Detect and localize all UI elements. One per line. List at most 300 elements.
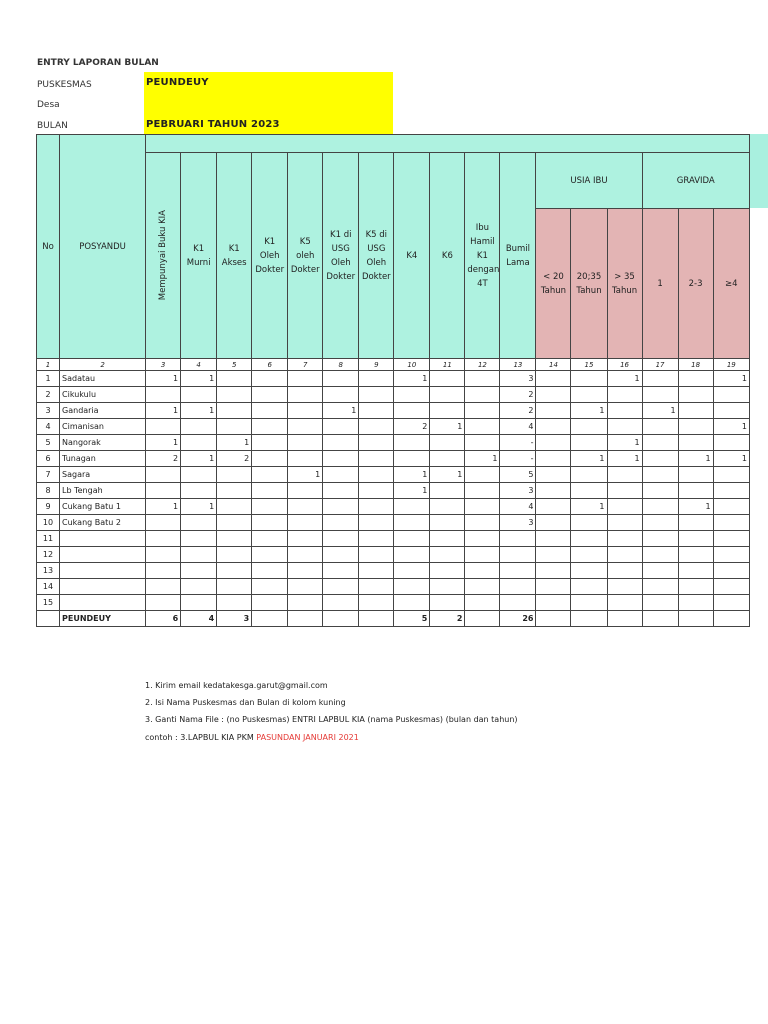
data-cell[interactable] bbox=[217, 467, 252, 483]
data-cell[interactable]: 1 bbox=[181, 403, 217, 419]
data-cell[interactable] bbox=[607, 515, 642, 531]
data-cell[interactable] bbox=[642, 563, 678, 579]
data-cell[interactable] bbox=[252, 403, 288, 419]
data-cell[interactable] bbox=[146, 579, 181, 595]
data-cell[interactable]: 1 bbox=[146, 499, 181, 515]
data-cell[interactable] bbox=[252, 515, 288, 531]
data-cell[interactable]: 1 bbox=[571, 499, 607, 515]
data-cell[interactable] bbox=[500, 531, 536, 547]
data-cell[interactable] bbox=[252, 547, 288, 563]
data-cell[interactable] bbox=[359, 435, 394, 451]
note-line-2: 2. Isi Nama Puskesmas dan Bulan di kolom kuning bbox=[145, 698, 346, 707]
data-cell[interactable]: 1 bbox=[146, 371, 181, 387]
data-cell[interactable]: 1 bbox=[607, 371, 642, 387]
table-row bbox=[37, 547, 750, 563]
data-cell[interactable]: 1 bbox=[571, 451, 607, 467]
data-cell[interactable] bbox=[217, 387, 252, 403]
data-cell[interactable] bbox=[642, 451, 678, 467]
data-cell[interactable] bbox=[465, 579, 500, 595]
data-cell[interactable] bbox=[678, 371, 713, 387]
data-cell[interactable] bbox=[394, 595, 430, 611]
data-cell[interactable] bbox=[252, 483, 288, 499]
data-cell[interactable] bbox=[536, 403, 571, 419]
data-cell[interactable]: 3 bbox=[500, 371, 536, 387]
data-cell[interactable] bbox=[571, 387, 607, 403]
data-cell[interactable]: 1 bbox=[678, 451, 713, 467]
bulan-label: BULAN bbox=[37, 121, 68, 131]
row-number: 13 bbox=[37, 563, 60, 579]
data-cell[interactable] bbox=[678, 387, 713, 403]
data-cell[interactable] bbox=[359, 531, 394, 547]
data-cell[interactable] bbox=[713, 387, 749, 403]
data-cell[interactable] bbox=[607, 531, 642, 547]
data-cell[interactable] bbox=[536, 435, 571, 451]
data-cell[interactable] bbox=[678, 515, 713, 531]
data-cell[interactable]: 2 bbox=[217, 451, 252, 467]
data-cell[interactable] bbox=[323, 515, 359, 531]
table-row bbox=[37, 515, 750, 531]
data-cell[interactable]: 4 bbox=[500, 499, 536, 515]
data-cell[interactable] bbox=[146, 563, 181, 579]
data-cell[interactable] bbox=[713, 435, 749, 451]
data-cell[interactable] bbox=[500, 595, 536, 611]
posyandu-name[interactable]: Tunagan bbox=[60, 451, 146, 467]
data-cell[interactable]: 2 bbox=[394, 419, 430, 435]
data-cell[interactable] bbox=[678, 467, 713, 483]
data-cell[interactable] bbox=[536, 531, 571, 547]
data-cell[interactable]: 1 bbox=[181, 371, 217, 387]
data-cell[interactable]: 3 bbox=[500, 483, 536, 499]
data-cell[interactable] bbox=[607, 387, 642, 403]
data-cell[interactable] bbox=[181, 563, 217, 579]
data-cell[interactable] bbox=[430, 451, 465, 467]
data-cell[interactable] bbox=[359, 467, 394, 483]
data-cell[interactable] bbox=[394, 387, 430, 403]
data-cell[interactable] bbox=[642, 387, 678, 403]
data-cell[interactable]: 1 bbox=[713, 371, 749, 387]
data-cell[interactable] bbox=[536, 467, 571, 483]
data-cell[interactable] bbox=[217, 499, 252, 515]
data-cell[interactable] bbox=[394, 531, 430, 547]
data-cell[interactable]: 1 bbox=[465, 451, 500, 467]
data-cell[interactable] bbox=[571, 531, 607, 547]
data-cell[interactable] bbox=[536, 483, 571, 499]
data-cell[interactable] bbox=[536, 451, 571, 467]
data-cell[interactable] bbox=[146, 419, 181, 435]
data-cell[interactable] bbox=[713, 595, 749, 611]
data-cell[interactable] bbox=[465, 371, 500, 387]
data-cell[interactable]: 1 bbox=[430, 467, 465, 483]
row-number: 7 bbox=[37, 467, 60, 483]
data-cell[interactable]: 1 bbox=[181, 451, 217, 467]
data-cell[interactable]: 1 bbox=[394, 483, 430, 499]
data-cell[interactable] bbox=[500, 579, 536, 595]
data-cell[interactable] bbox=[288, 483, 323, 499]
data-cell[interactable] bbox=[252, 451, 288, 467]
data-cell[interactable] bbox=[217, 515, 252, 531]
data-cell[interactable] bbox=[359, 403, 394, 419]
data-cell[interactable] bbox=[323, 579, 359, 595]
data-cell[interactable] bbox=[678, 547, 713, 563]
data-cell[interactable] bbox=[181, 579, 217, 595]
data-cell[interactable] bbox=[536, 579, 571, 595]
data-cell[interactable] bbox=[359, 499, 394, 515]
data-cell[interactable] bbox=[607, 483, 642, 499]
data-cell[interactable] bbox=[288, 499, 323, 515]
posyandu-name[interactable]: Cikukulu bbox=[60, 387, 146, 403]
data-cell[interactable] bbox=[430, 515, 465, 531]
data-cell[interactable] bbox=[465, 547, 500, 563]
posyandu-name[interactable] bbox=[60, 579, 146, 595]
data-cell[interactable] bbox=[181, 547, 217, 563]
data-cell[interactable] bbox=[252, 387, 288, 403]
data-cell[interactable] bbox=[642, 515, 678, 531]
posyandu-name[interactable] bbox=[60, 595, 146, 611]
data-cell[interactable] bbox=[288, 435, 323, 451]
data-cell[interactable] bbox=[181, 515, 217, 531]
data-cell[interactable] bbox=[607, 499, 642, 515]
data-cell[interactable] bbox=[465, 403, 500, 419]
data-cell[interactable] bbox=[323, 499, 359, 515]
data-cell[interactable] bbox=[394, 579, 430, 595]
data-cell[interactable] bbox=[465, 563, 500, 579]
data-cell[interactable] bbox=[394, 515, 430, 531]
data-cell[interactable] bbox=[217, 531, 252, 547]
data-cell[interactable] bbox=[288, 371, 323, 387]
data-cell[interactable] bbox=[288, 547, 323, 563]
data-cell[interactable] bbox=[394, 403, 430, 419]
data-cell[interactable] bbox=[430, 403, 465, 419]
total-cell bbox=[252, 611, 288, 627]
data-cell[interactable] bbox=[252, 467, 288, 483]
data-cell[interactable] bbox=[678, 579, 713, 595]
data-cell[interactable]: 1 bbox=[394, 467, 430, 483]
data-cell[interactable] bbox=[359, 483, 394, 499]
data-cell[interactable] bbox=[607, 595, 642, 611]
data-cell[interactable] bbox=[571, 419, 607, 435]
note-line-4-example: PASUNDAN JANUARI 2021 bbox=[256, 733, 359, 742]
data-cell[interactable] bbox=[217, 595, 252, 611]
data-cell[interactable]: 1 bbox=[323, 403, 359, 419]
data-cell[interactable] bbox=[713, 515, 749, 531]
data-cell[interactable] bbox=[288, 595, 323, 611]
data-cell[interactable]: 1 bbox=[217, 435, 252, 451]
data-cell[interactable]: 1 bbox=[678, 499, 713, 515]
data-cell[interactable] bbox=[430, 499, 465, 515]
data-cell[interactable] bbox=[394, 563, 430, 579]
row-number: 8 bbox=[37, 483, 60, 499]
data-cell[interactable] bbox=[430, 531, 465, 547]
data-cell[interactable] bbox=[607, 563, 642, 579]
data-cell[interactable]: 1 bbox=[713, 451, 749, 467]
data-cell[interactable] bbox=[252, 371, 288, 387]
data-cell[interactable] bbox=[713, 531, 749, 547]
data-cell[interactable] bbox=[394, 499, 430, 515]
data-cell[interactable] bbox=[430, 387, 465, 403]
data-cell[interactable] bbox=[500, 563, 536, 579]
data-cell[interactable] bbox=[181, 467, 217, 483]
posyandu-name[interactable]: Cukang Batu 1 bbox=[60, 499, 146, 515]
data-cell[interactable] bbox=[536, 595, 571, 611]
total-row bbox=[37, 611, 750, 627]
data-cell[interactable] bbox=[181, 483, 217, 499]
header-gravida-4: ≥4 bbox=[713, 209, 749, 359]
posyandu-name[interactable]: Nangorak bbox=[60, 435, 146, 451]
data-cell[interactable] bbox=[571, 515, 607, 531]
data-cell[interactable] bbox=[571, 595, 607, 611]
data-cell[interactable] bbox=[323, 531, 359, 547]
data-cell[interactable]: - bbox=[500, 451, 536, 467]
data-cell[interactable] bbox=[252, 595, 288, 611]
data-cell[interactable] bbox=[288, 531, 323, 547]
data-cell[interactable] bbox=[217, 563, 252, 579]
row-number: 10 bbox=[37, 515, 60, 531]
data-cell[interactable]: 1 bbox=[607, 451, 642, 467]
data-cell[interactable] bbox=[713, 483, 749, 499]
data-cell[interactable]: 1 bbox=[642, 403, 678, 419]
data-cell[interactable] bbox=[288, 563, 323, 579]
data-cell[interactable] bbox=[465, 483, 500, 499]
data-cell[interactable] bbox=[394, 435, 430, 451]
data-cell[interactable] bbox=[288, 403, 323, 419]
data-cell[interactable] bbox=[607, 579, 642, 595]
column-number: 4 bbox=[181, 359, 217, 371]
data-cell[interactable] bbox=[359, 515, 394, 531]
data-cell[interactable] bbox=[430, 579, 465, 595]
posyandu-name[interactable] bbox=[60, 547, 146, 563]
data-cell[interactable] bbox=[465, 419, 500, 435]
data-cell[interactable] bbox=[678, 531, 713, 547]
data-cell[interactable] bbox=[288, 579, 323, 595]
data-cell[interactable] bbox=[465, 515, 500, 531]
data-cell[interactable] bbox=[465, 595, 500, 611]
posyandu-name[interactable] bbox=[60, 563, 146, 579]
data-cell[interactable] bbox=[359, 387, 394, 403]
data-cell[interactable] bbox=[642, 531, 678, 547]
data-cell[interactable] bbox=[713, 563, 749, 579]
posyandu-name[interactable]: Cukang Batu 2 bbox=[60, 515, 146, 531]
posyandu-name[interactable] bbox=[60, 531, 146, 547]
data-cell[interactable] bbox=[146, 547, 181, 563]
data-cell[interactable] bbox=[607, 547, 642, 563]
data-cell[interactable] bbox=[252, 531, 288, 547]
data-cell[interactable]: 2 bbox=[500, 403, 536, 419]
data-cell[interactable] bbox=[146, 387, 181, 403]
data-cell[interactable]: 1 bbox=[607, 435, 642, 451]
row-number: 2 bbox=[37, 387, 60, 403]
column-number: 6 bbox=[252, 359, 288, 371]
puskesmas-value[interactable]: PEUNDEUY bbox=[146, 77, 209, 88]
data-cell[interactable] bbox=[713, 467, 749, 483]
data-cell[interactable] bbox=[323, 467, 359, 483]
total-cell bbox=[678, 611, 713, 627]
data-cell[interactable] bbox=[536, 515, 571, 531]
table-row bbox=[37, 467, 750, 483]
data-cell[interactable] bbox=[323, 419, 359, 435]
data-cell[interactable] bbox=[642, 435, 678, 451]
data-cell[interactable] bbox=[146, 595, 181, 611]
posyandu-name[interactable]: Lb Tengah bbox=[60, 483, 146, 499]
header-buku-kia: Mempunyai Buku KIA bbox=[146, 153, 181, 359]
data-cell[interactable] bbox=[465, 531, 500, 547]
data-cell[interactable] bbox=[571, 579, 607, 595]
posyandu-name[interactable]: Cimanisan bbox=[60, 419, 146, 435]
data-cell[interactable] bbox=[642, 547, 678, 563]
data-cell[interactable] bbox=[642, 595, 678, 611]
data-cell[interactable] bbox=[323, 547, 359, 563]
data-cell[interactable] bbox=[713, 579, 749, 595]
total-cell bbox=[571, 611, 607, 627]
data-cell[interactable] bbox=[536, 371, 571, 387]
data-cell[interactable]: 1 bbox=[288, 467, 323, 483]
data-cell[interactable] bbox=[323, 563, 359, 579]
data-cell[interactable] bbox=[678, 403, 713, 419]
data-cell[interactable] bbox=[571, 371, 607, 387]
data-cell[interactable]: 4 bbox=[500, 419, 536, 435]
data-cell[interactable] bbox=[323, 371, 359, 387]
data-cell[interactable] bbox=[146, 467, 181, 483]
data-cell[interactable] bbox=[181, 531, 217, 547]
data-cell[interactable]: 1 bbox=[146, 435, 181, 451]
data-cell[interactable] bbox=[252, 435, 288, 451]
data-cell[interactable] bbox=[713, 499, 749, 515]
data-cell[interactable]: 1 bbox=[430, 419, 465, 435]
posyandu-name[interactable]: Sagara bbox=[60, 467, 146, 483]
data-cell[interactable] bbox=[607, 467, 642, 483]
data-cell[interactable] bbox=[181, 419, 217, 435]
data-cell[interactable] bbox=[323, 451, 359, 467]
data-cell[interactable] bbox=[465, 499, 500, 515]
data-cell[interactable] bbox=[252, 419, 288, 435]
data-cell[interactable] bbox=[430, 595, 465, 611]
data-cell[interactable] bbox=[252, 579, 288, 595]
data-cell[interactable] bbox=[394, 451, 430, 467]
data-cell[interactable] bbox=[359, 563, 394, 579]
data-cell[interactable] bbox=[217, 483, 252, 499]
data-cell[interactable] bbox=[713, 403, 749, 419]
data-cell[interactable]: 5 bbox=[500, 467, 536, 483]
data-cell[interactable] bbox=[359, 595, 394, 611]
bulan-value[interactable]: PEBRUARI TAHUN 2023 bbox=[146, 119, 280, 130]
data-cell[interactable] bbox=[181, 435, 217, 451]
data-cell[interactable]: - bbox=[500, 435, 536, 451]
data-cell[interactable] bbox=[252, 499, 288, 515]
data-cell[interactable] bbox=[217, 419, 252, 435]
data-cell[interactable] bbox=[323, 387, 359, 403]
data-cell[interactable] bbox=[359, 579, 394, 595]
data-cell[interactable] bbox=[146, 483, 181, 499]
data-cell[interactable] bbox=[536, 563, 571, 579]
side-strip bbox=[750, 134, 768, 208]
data-cell[interactable] bbox=[465, 467, 500, 483]
data-cell[interactable]: 1 bbox=[713, 419, 749, 435]
data-cell[interactable] bbox=[323, 483, 359, 499]
data-cell[interactable] bbox=[642, 499, 678, 515]
data-cell[interactable] bbox=[288, 387, 323, 403]
data-cell[interactable] bbox=[359, 547, 394, 563]
data-cell[interactable] bbox=[146, 531, 181, 547]
data-cell[interactable] bbox=[571, 483, 607, 499]
data-cell[interactable] bbox=[146, 515, 181, 531]
data-cell[interactable] bbox=[288, 451, 323, 467]
data-cell[interactable] bbox=[607, 419, 642, 435]
data-cell[interactable] bbox=[430, 483, 465, 499]
data-cell[interactable] bbox=[465, 387, 500, 403]
data-cell[interactable] bbox=[465, 435, 500, 451]
row-number: 6 bbox=[37, 451, 60, 467]
data-cell[interactable] bbox=[217, 579, 252, 595]
data-cell[interactable] bbox=[288, 515, 323, 531]
data-cell[interactable] bbox=[713, 547, 749, 563]
data-cell[interactable]: 2 bbox=[146, 451, 181, 467]
data-cell[interactable] bbox=[359, 371, 394, 387]
data-cell[interactable] bbox=[252, 563, 288, 579]
data-cell[interactable] bbox=[217, 403, 252, 419]
data-cell[interactable] bbox=[500, 547, 536, 563]
data-cell[interactable] bbox=[678, 483, 713, 499]
data-cell[interactable] bbox=[181, 387, 217, 403]
data-cell[interactable] bbox=[678, 563, 713, 579]
data-cell[interactable] bbox=[323, 435, 359, 451]
data-cell[interactable]: 1 bbox=[394, 371, 430, 387]
posyandu-name[interactable]: Gandaria bbox=[60, 403, 146, 419]
data-cell[interactable] bbox=[678, 595, 713, 611]
data-cell[interactable]: 2 bbox=[500, 387, 536, 403]
data-cell[interactable] bbox=[642, 371, 678, 387]
data-cell[interactable] bbox=[430, 563, 465, 579]
data-cell[interactable]: 1 bbox=[181, 499, 217, 515]
data-cell[interactable] bbox=[536, 387, 571, 403]
data-cell[interactable] bbox=[536, 547, 571, 563]
column-number: 12 bbox=[465, 359, 500, 371]
data-cell[interactable] bbox=[536, 499, 571, 515]
data-cell[interactable] bbox=[430, 547, 465, 563]
data-cell[interactable] bbox=[217, 371, 252, 387]
note-line-1: 1. Kirim email kedatakesga.garut@gmail.com bbox=[145, 681, 328, 690]
data-cell[interactable] bbox=[359, 451, 394, 467]
data-cell[interactable]: 3 bbox=[500, 515, 536, 531]
data-cell[interactable] bbox=[642, 419, 678, 435]
data-cell[interactable] bbox=[394, 547, 430, 563]
table-row bbox=[37, 451, 750, 467]
header-usia-lt20: < 20 Tahun bbox=[536, 209, 571, 359]
data-cell[interactable] bbox=[678, 435, 713, 451]
data-cell[interactable] bbox=[642, 467, 678, 483]
desa-label: Desa bbox=[37, 100, 60, 110]
data-cell[interactable]: 1 bbox=[146, 403, 181, 419]
data-cell[interactable] bbox=[571, 563, 607, 579]
column-number: 15 bbox=[571, 359, 607, 371]
data-cell[interactable] bbox=[571, 547, 607, 563]
data-cell[interactable] bbox=[536, 419, 571, 435]
data-cell[interactable]: 1 bbox=[571, 403, 607, 419]
column-number: 13 bbox=[500, 359, 536, 371]
data-cell[interactable] bbox=[571, 467, 607, 483]
data-cell[interactable] bbox=[642, 579, 678, 595]
data-cell[interactable] bbox=[607, 403, 642, 419]
data-cell[interactable] bbox=[642, 483, 678, 499]
data-cell[interactable] bbox=[359, 419, 394, 435]
posyandu-name[interactable]: Sadatau bbox=[60, 371, 146, 387]
data-cell[interactable] bbox=[323, 595, 359, 611]
data-cell[interactable] bbox=[678, 419, 713, 435]
data-cell[interactable] bbox=[181, 595, 217, 611]
data-cell[interactable] bbox=[571, 435, 607, 451]
data-cell[interactable] bbox=[430, 371, 465, 387]
data-cell[interactable] bbox=[288, 419, 323, 435]
data-cell[interactable] bbox=[430, 435, 465, 451]
data-cell[interactable] bbox=[217, 547, 252, 563]
